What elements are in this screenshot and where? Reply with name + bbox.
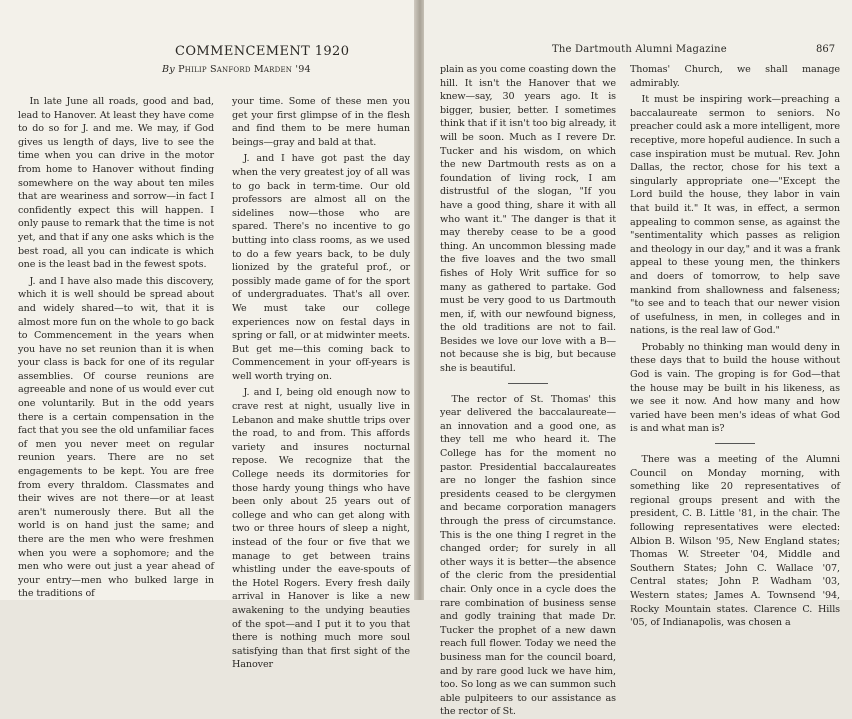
paragraph: J. and I, being old enough now to crave rest at night, usually live in Lebanon and make shuttle trips over the road, to and from. This affords variety and insures nocturnal repose. We recognize that the College needs its dormitories for those hardy young things who have been only about 25 years out of college and who can get along with two or three hours of sleep a night, instead of the four or five that we manage to get between trains whistling under the eave-spouts of the Hotel Rogers. Every fresh daily arrival in Hanover is like a new awakening to the undying beauties of the spot—and I put it to you that there is nothing much more soul satisfying than that first sight of the Hanover xyxy=(232,387,410,671)
paragraph: Probably no thinking man would deny in these days that to build the house without God is vain. The groping is for God—that the house may be built in his likeness, as we see it now. And how many and how varied have been men's ideas of what God is and what man is? xyxy=(630,341,840,435)
paragraph: J. and I have got past the day when the very greatest joy of all was to go back in term-time. Our old professors are almost all on the sidelines now—those who are spared. There's no incentive to go butting into class rooms, as we used to do a few years back, to be duly lionized by the grateful prof., or possibly made game of for the sport of undergraduates. That's all over. We must take our college experiences now on festal days in spring or fall, or at midwinter meets. But get me—this coming back to Commencement in your off-years is well worth trying on. xyxy=(232,153,410,382)
column-2 xyxy=(232,95,410,672)
column-4 xyxy=(630,63,840,630)
paragraph: J. and I have also made this discovery, which it is well should be spread about and widely shared—to wit, that it is almost more fun on the whole to go back to Commencement in the years when you have no set reunion than it is when your class is back for one of its regular assemblies. Of course reunions are agreeable and none of us would ever cut one voluntarily. But in the odd years there is a certain compensation in the fact that you see the old unfamiliar faces of men you never meet on regular reunion years. There are no set engagements to be kept. You are free from every thraldom. Classmates and their wives are not there—or at least aren't numerously there. But all the world is on hand just the same; and there are the men who were freshmen when you were a sophomore; and the men who were out just a year ahead of your entry—men who bulked large in the traditions of xyxy=(18,275,214,600)
running-head: The Dartmouth Alumni Magazine xyxy=(552,44,727,55)
left-page xyxy=(0,0,416,671)
paragraph: It must be inspiring work—preaching a baccalaureate sermon to seniors. No preacher could ask a more intelligent, more receptive, more hopeful audience. In such a case inspiration must be mutual. Rev. John Dallas, the rector, chose for his text a singularly appropriate one—"Except the Lord build the house, they labor in vain that build it." It was, in effect, a sermon appealing to common sense, as against the "sentimentality which passes as religion and theology in our day," and it was a frank appeal to these young men, the thinkers and doers of tomorrow, to help save mankind from shallowness and falseness; "to see and to teach that our newer vision of usefulness, in men, in colleges and in nations, is the real law of God." xyxy=(630,94,840,337)
section-divider xyxy=(508,383,548,384)
page-number: 867 xyxy=(816,44,836,55)
byline-prefix: By xyxy=(162,64,175,75)
paragraph: The rector of St. Thomas' this year delivered the baccalaureate—an innovation and a good one, as they tell me who heard it. The College has for the moment no pastor. Presidential baccalaureates are no longer the fashion since presidents ceased to be clergymen and became corporation managers through the press of circumstance. This is the one thing I regret in the changed order; for surely in all other ways it is better—the absence of the cleric from the presidential chair. Only once in a cycle does the rare combination of business sense and godly training that made Dr. Tucker the prophet of a new dawn reach full flower. Today we need the business man for the council board, and by rare good luck we have him, too. So long as we can summon such able pulpiteers to our assistance as the rector of St. xyxy=(440,393,616,718)
paragraph: plain as you come coasting down the hill. It isn't the Hanover that we knew—say, 30 years ago. It is bigger, busier, better. I sometimes think that if it isn't too big already, it will be soon. Much as I revere Dr. Tucker and his wisdom, on which the new Dartmouth rests as on a foundation of living rock, I am distrustful of the slogan, "If you have a good thing, share it with all who want it." The danger is that it may thereby cease to be a good thing. An uncommon blessing made the five loaves and the two small fishes of Holy Writ suffice for so many as gathered to partake. God must be very good to us Dartmouth men, if, with our newfound bigness, the old traditions are not to fail. Besides we love our love with a B—not because she is big, but because she is beautiful. xyxy=(440,64,616,375)
section-divider xyxy=(715,443,755,444)
paragraph: Thomas' Church, we shall manage admirably. xyxy=(630,64,840,89)
paragraph: your time. Some of these men you get your first glimpse of in the flesh and find them to be mere human beings—gray and bald at that. xyxy=(232,96,410,148)
byline-class: '94 xyxy=(295,64,311,75)
paragraph: In late June all roads, good and bad, lead to Hanover. At least they have come to do so for J. and me. We may, if God gives us length of days, live to see the time when you can drive in the motor from home to Hanover without finding somewhere on the way about ten miles that are weariness and sorrow—in fact I confidently expect this will happen. I only pause to remark that the time is not yet, and that if any one asks which is the best road, all you can indicate is which one is the least bad in the fewest spots. xyxy=(18,96,214,271)
byline-author: Philip Sanford Marden xyxy=(178,64,293,75)
column-1 xyxy=(18,95,214,601)
paragraph: There was a meeting of the Alumni Council on Monday morning, with something like 20 representatives of regional groups present and with the president, C. B. Little '81, in the chair. The following representatives were elected: Albion B. Wilson '95, New England states; Thomas W. Streeter '04, Middle and Southern States; John C. Wallace '07, Central states; John P. Wadham '03, Western states; James A. Townsend '94, Rocky Mountain states. Clarence C. Hills '05, of Indianapolis, was chosen a xyxy=(630,454,840,629)
article-title: COMMENCEMENT 1920 xyxy=(175,44,350,59)
byline xyxy=(162,64,311,75)
column-3 xyxy=(440,63,616,719)
